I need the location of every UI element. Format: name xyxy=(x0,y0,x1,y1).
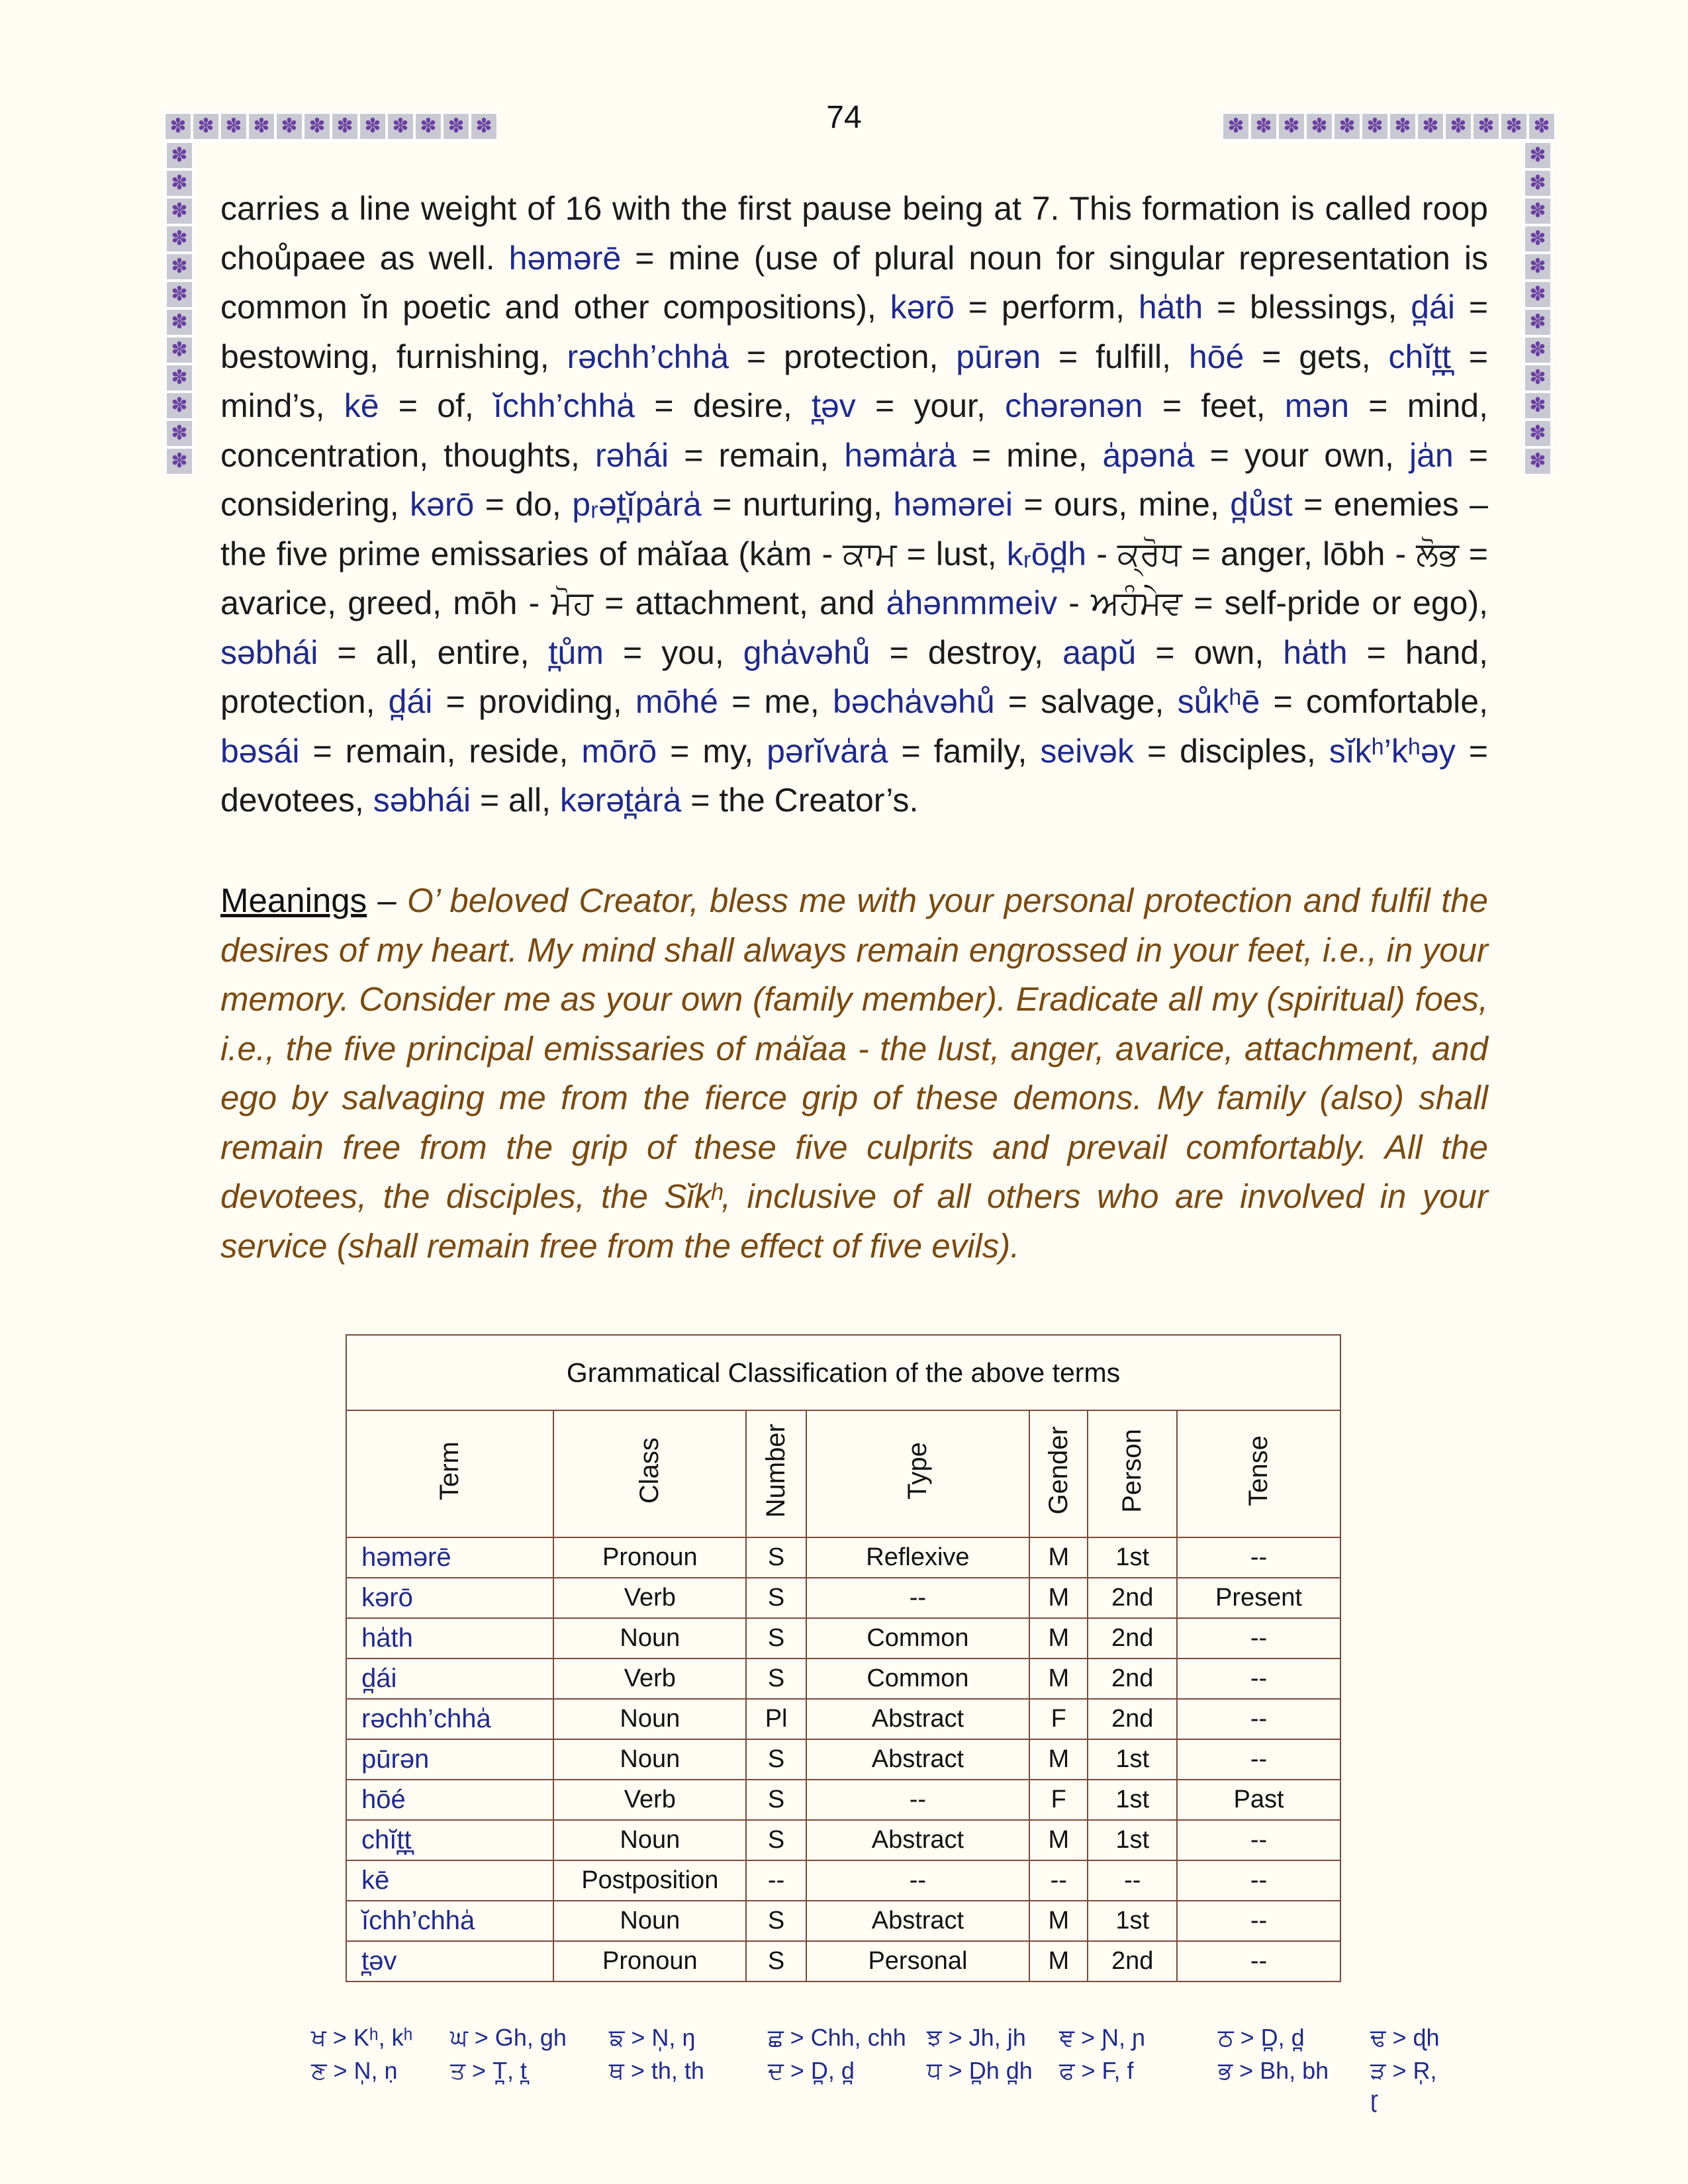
definition-text: = mine, xyxy=(956,436,1103,474)
gurmukhi-term: chĭt̪t̪ xyxy=(1388,338,1451,375)
flower-ornament-icon: ✽ xyxy=(1525,226,1550,251)
transliteration-entry: ਛ > Chh, chh xyxy=(768,2024,906,2051)
table-row xyxy=(346,1659,1340,1699)
gurmukhi-term: kᵣōd̪h xyxy=(1006,535,1087,572)
definition-text: = mind’s, xyxy=(220,338,1488,424)
gurmukhi-term: mən xyxy=(1284,387,1350,424)
gurmukhi-term: mōhé xyxy=(635,683,718,720)
gurmukhi-term: ĭchh’chha̍ xyxy=(493,387,635,424)
table-cell: -- xyxy=(1177,1739,1340,1780)
table-cell: Postposition xyxy=(553,1860,746,1901)
definition-text: = disciples, xyxy=(1134,732,1329,770)
grammar-table xyxy=(346,1334,1341,1982)
table-cell-term: kərō xyxy=(346,1578,553,1618)
glossary-paragraph xyxy=(220,184,1488,825)
table-cell-term: d̪ái xyxy=(346,1659,553,1699)
transliteration-entry: ਫ > F, f xyxy=(1059,2057,1134,2084)
table-row xyxy=(346,1941,1340,1981)
transliteration-key xyxy=(311,2024,1440,2113)
gurmukhi-term: pᵣət̪ĭpa̍ra̍ xyxy=(572,486,702,523)
definition-text: = perform, xyxy=(954,289,1139,326)
gurmukhi-term: bəcha̍vəhů xyxy=(832,683,995,720)
flower-ornament-icon: ✽ xyxy=(1390,114,1415,139)
table-row xyxy=(346,1699,1340,1739)
table-cell: Noun xyxy=(553,1820,746,1860)
flower-ornament-icon: ✽ xyxy=(1474,114,1499,139)
table-cell: Present xyxy=(1177,1578,1340,1618)
meanings-paragraph xyxy=(220,876,1488,1271)
flower-ornament-icon: ✽ xyxy=(221,114,246,139)
table-caption: Grammatical Classification of the above terms xyxy=(346,1335,1340,1410)
table-cell-term: hōé xyxy=(346,1780,553,1820)
transliteration-entry: ਖ > Kʰ, kʰ xyxy=(311,2024,413,2051)
flower-ornament-icon: ✽ xyxy=(167,421,192,446)
table-cell: F xyxy=(1029,1699,1088,1739)
definition-text: = do, xyxy=(474,486,573,523)
transliteration-row xyxy=(311,2057,1437,2113)
table-cell: Pronoun xyxy=(553,1941,746,1981)
table-cell: -- xyxy=(1088,1860,1177,1901)
table-cell-term: t̪əv xyxy=(346,1941,553,1981)
flower-ornament-icon: ✽ xyxy=(167,226,192,251)
table-cell: Common xyxy=(806,1618,1029,1659)
table-cell-term: kē xyxy=(346,1860,553,1901)
flower-ornament-icon: ✽ xyxy=(1525,393,1550,418)
table-cell: S xyxy=(746,1901,806,1941)
flower-ornament-icon: ✽ xyxy=(1525,254,1550,279)
column-header xyxy=(1177,1410,1340,1537)
flower-ornament-icon: ✽ xyxy=(1501,114,1526,139)
table-cell: M xyxy=(1029,1901,1088,1941)
gurmukhi-term: həma̍ra̍ xyxy=(844,436,957,474)
column-header-label: Type xyxy=(902,1441,932,1500)
gurmukhi-term: həmərei xyxy=(893,486,1013,523)
definition-text: = mine (use of plural noun for singular representation is common ĭn poetic and other compositions), xyxy=(220,239,1488,326)
meanings-text: O’ beloved Creator, bless me with your personal protection and fulfil the desires of my heart. My mind shall always remain engrossed in your feet, i.e., in your memory. Consider me as your own (family member). Eradicate all my (spiritual) foes, i.e., the five principal emissaries of ma̍ĭaa - the lust, anger, avarice, attachment, and ego by salvaging me from the fierce grip of these demons. My family (also) shall remain free from the grip of these five culprits and prevail comfortably. All the devotees, the disciples, the Sĭkʰ, inclusive of all others who are involved in your service (shall remain free from the effect of five evils). xyxy=(220,882,1489,1265)
column-header-label: Term xyxy=(435,1441,465,1500)
table-cell-term: ha̍th xyxy=(346,1618,553,1659)
flower-ornament-icon: ✽ xyxy=(167,449,192,474)
definition-text: = remain, reside, xyxy=(299,732,582,770)
left-ornament-strip xyxy=(164,142,195,475)
table-row xyxy=(346,1860,1340,1901)
table-cell: Common xyxy=(806,1659,1029,1699)
table-cell: F xyxy=(1029,1780,1088,1820)
flower-ornament-icon: ✽ xyxy=(1335,114,1360,139)
flower-ornament-icon: ✽ xyxy=(360,114,385,139)
flower-ornament-icon: ✽ xyxy=(1251,114,1276,139)
transliteration-entry: ਤ > T̪, t̪ xyxy=(450,2057,528,2084)
flower-ornament-icon: ✽ xyxy=(1279,114,1304,139)
glossary-text xyxy=(220,184,1488,825)
table-cell-term: ĭchh’chha̍ xyxy=(346,1901,553,1941)
flower-ornament-icon: ✽ xyxy=(1529,114,1554,139)
table-cell: 1st xyxy=(1088,1537,1177,1578)
table-cell: M xyxy=(1029,1941,1088,1981)
gurmukhi-term: d̪ůst xyxy=(1230,486,1293,523)
table-cell: Noun xyxy=(553,1901,746,1941)
gurmukhi-term: seivək xyxy=(1040,732,1135,770)
table-cell: Pl xyxy=(746,1699,806,1739)
table-cell: S xyxy=(746,1739,806,1780)
gurmukhi-term: sůkʰē xyxy=(1177,683,1260,720)
table-cell: -- xyxy=(1177,1941,1340,1981)
flower-ornament-icon: ✽ xyxy=(1223,114,1248,139)
table-cell: Verb xyxy=(553,1659,746,1699)
transliteration-entry: ਢ > ɖh xyxy=(1370,2024,1440,2051)
table-row xyxy=(346,1618,1340,1659)
column-header-label: Tense xyxy=(1243,1435,1273,1506)
table-cell: 1st xyxy=(1088,1739,1177,1780)
flower-ornament-icon: ✽ xyxy=(167,143,192,168)
gurmukhi-term: səbhái xyxy=(220,633,318,671)
gurmukhi-term: bəsái xyxy=(220,732,300,770)
table-cell: Abstract xyxy=(806,1739,1029,1780)
flower-ornament-icon: ✽ xyxy=(277,114,302,139)
transliteration-entry: ਘ > Gh, gh xyxy=(450,2024,567,2051)
flower-ornament-icon: ✽ xyxy=(444,114,469,139)
table-row xyxy=(346,1739,1340,1780)
definition-text: - ਅਹੰਮੇਵ = self-pride or ego), xyxy=(1057,584,1489,621)
transliteration-entry: ਧ > D̪h d̪h xyxy=(927,2057,1033,2084)
definition-text: = hand, protection, xyxy=(220,633,1488,720)
gurmukhi-term: aapŭ xyxy=(1062,633,1137,671)
definition-text: = enemies – the five prime emissaries of ma̍ĭaa (ka̍m - ਕਾਮ = lust, xyxy=(220,486,1488,572)
table-cell: Noun xyxy=(553,1739,746,1780)
column-header-label: Person xyxy=(1117,1428,1147,1513)
flower-ornament-icon: ✽ xyxy=(1525,199,1550,224)
table-cell: Noun xyxy=(553,1618,746,1659)
table-cell: M xyxy=(1029,1537,1088,1578)
gurmukhi-term: gha̍vəhů xyxy=(743,633,870,671)
table-cell: -- xyxy=(806,1860,1029,1901)
transliteration-entry: ਦ > D̪, d̪ xyxy=(768,2057,855,2084)
table-cell: S xyxy=(746,1659,806,1699)
table-cell: Past xyxy=(1177,1780,1340,1820)
flower-ornament-icon: ✽ xyxy=(167,365,192,390)
transliteration-entry: ਠ > D̪, d̪ xyxy=(1218,2024,1305,2051)
top-right-ornament-strip xyxy=(1222,111,1556,142)
table-cell: -- xyxy=(1029,1860,1088,1901)
table-cell: Abstract xyxy=(806,1901,1029,1941)
transliteration-entry: ਝ > Jh, jh xyxy=(927,2024,1026,2051)
flower-ornament-icon: ✽ xyxy=(167,171,192,196)
table-cell-term: chĭt̪t̪ xyxy=(346,1820,553,1860)
table-cell: 2nd xyxy=(1088,1699,1177,1739)
column-header xyxy=(346,1410,553,1537)
table-cell: 2nd xyxy=(1088,1941,1177,1981)
flower-ornament-icon: ✽ xyxy=(332,114,357,139)
table-cell-term: həmərē xyxy=(346,1537,553,1578)
transliteration-entry: ਥ > th, th xyxy=(609,2057,704,2084)
flower-ornament-icon: ✽ xyxy=(1307,114,1332,139)
table-cell: M xyxy=(1029,1659,1088,1699)
column-header xyxy=(553,1410,746,1537)
definition-text: = all, entire, xyxy=(318,633,549,671)
definition-text: carries a line weight of 16 with the first pause being at 7. This formation is called roop choůpaee as well. xyxy=(220,190,1488,277)
flower-ornament-icon: ✽ xyxy=(249,114,274,139)
table-cell: Personal xyxy=(806,1941,1029,1981)
gurmukhi-term: ha̍th xyxy=(1283,633,1348,671)
table-cell: S xyxy=(746,1618,806,1659)
column-header xyxy=(746,1410,806,1537)
table-row xyxy=(346,1578,1340,1618)
table-cell: 1st xyxy=(1088,1780,1177,1820)
definition-text: = my, xyxy=(657,732,767,770)
gurmukhi-term: sĭkʰ’kʰəy xyxy=(1329,732,1456,770)
gurmukhi-term: pərĭva̍ra̍ xyxy=(767,732,888,770)
meanings-heading: Meanings xyxy=(220,882,367,919)
flower-ornament-icon: ✽ xyxy=(1525,310,1550,335)
gurmukhi-term: d̪ái xyxy=(388,683,433,720)
flower-ornament-icon: ✽ xyxy=(167,282,192,307)
column-header-label: Gender xyxy=(1043,1426,1073,1515)
definition-text: = salvage, xyxy=(994,683,1178,720)
definition-text: - ਕ੍ਰੋਧ = anger, lōbh - ਲੋਭ = avarice, greed, mōh - ਮੋਹ = attachment, and xyxy=(220,535,1488,621)
definition-text: = your, xyxy=(855,387,1006,424)
gurmukhi-term: chərənən xyxy=(1005,387,1143,424)
definition-text: = providing, xyxy=(432,683,635,720)
transliteration-entry: ੜ > R̩, ɽ xyxy=(1370,2057,1437,2113)
definition-text: = family, xyxy=(888,732,1041,770)
gurmukhi-term: t̪ům xyxy=(548,633,604,671)
definition-text: = of, xyxy=(379,387,494,424)
definition-text: = all, xyxy=(471,782,560,819)
table-cell: M xyxy=(1029,1578,1088,1618)
transliteration-entry: ਣ > N̩, ṇ xyxy=(311,2057,398,2084)
definition-text: = you, xyxy=(603,633,743,671)
table-cell: 1st xyxy=(1088,1901,1177,1941)
flower-ornament-icon: ✽ xyxy=(1446,114,1471,139)
gurmukhi-term: ha̍th xyxy=(1138,289,1203,326)
table-cell: M xyxy=(1029,1820,1088,1860)
flower-ornament-icon: ✽ xyxy=(1525,282,1550,307)
table-cell: S xyxy=(746,1780,806,1820)
table-cell: 2nd xyxy=(1088,1659,1177,1699)
table-cell: -- xyxy=(1177,1699,1340,1739)
definition-text: = blessings, xyxy=(1203,289,1411,326)
table-cell: -- xyxy=(806,1578,1029,1618)
table-cell: -- xyxy=(806,1780,1029,1820)
transliteration-entry: ਭ > Bh, bh xyxy=(1218,2057,1329,2084)
table-row xyxy=(346,1780,1340,1820)
table-body xyxy=(346,1537,1340,1981)
table-cell: S xyxy=(746,1941,806,1981)
flower-ornament-icon: ✽ xyxy=(167,338,192,363)
flower-ornament-icon: ✽ xyxy=(165,114,191,139)
definition-text: = comfortable, xyxy=(1260,683,1488,720)
flower-ornament-icon: ✽ xyxy=(416,114,441,139)
table-cell: -- xyxy=(1177,1537,1340,1578)
gurmukhi-term: kərō xyxy=(410,486,475,523)
transliteration-entry: ਙ > N̩, ŋ xyxy=(609,2024,696,2051)
definition-text: = protection, xyxy=(729,338,957,375)
column-header xyxy=(806,1410,1029,1537)
table-cell: Pronoun xyxy=(553,1537,746,1578)
gurmukhi-term: ja̍n xyxy=(1409,436,1454,474)
table-cell: Abstract xyxy=(806,1699,1029,1739)
definition-text: = considering, xyxy=(220,436,1488,523)
gurmukhi-term: kərō xyxy=(890,289,955,326)
table-cell: Abstract xyxy=(806,1820,1029,1860)
column-header xyxy=(1088,1410,1177,1537)
flower-ornament-icon: ✽ xyxy=(388,114,413,139)
gurmukhi-term: rəhái xyxy=(594,436,669,474)
table-cell: 1st xyxy=(1088,1820,1177,1860)
flower-ornament-icon: ✽ xyxy=(1525,449,1550,474)
table-cell: -- xyxy=(1177,1659,1340,1699)
table-row xyxy=(346,1537,1340,1578)
table-cell: -- xyxy=(1177,1618,1340,1659)
definition-text: = remain, xyxy=(669,436,845,474)
table-cell: M xyxy=(1029,1739,1088,1780)
table-cell: -- xyxy=(746,1860,806,1901)
table-cell: -- xyxy=(1177,1860,1340,1901)
gurmukhi-term: d̪ái xyxy=(1411,289,1455,326)
definition-text: = own, xyxy=(1136,633,1284,671)
gurmukhi-term: pūrən xyxy=(956,338,1041,375)
column-header-label: Number xyxy=(761,1423,791,1518)
gurmukhi-term: t̪əv xyxy=(812,387,856,424)
definition-text: = bestowing, furnishing, xyxy=(220,289,1489,375)
gurmukhi-term: səbhái xyxy=(373,782,471,819)
gurmukhi-term: a̍hənmmeiv xyxy=(886,584,1058,621)
flower-ornament-icon: ✽ xyxy=(167,310,192,335)
flower-ornament-icon: ✽ xyxy=(1525,365,1550,390)
definition-text: = mind, concentration, thoughts, xyxy=(220,387,1488,474)
definition-text: = ours, mine, xyxy=(1012,486,1231,523)
definition-text: = devotees, xyxy=(220,732,1489,819)
gurmukhi-term: kərət̪a̍ra̍ xyxy=(559,782,682,819)
page-number: 74 xyxy=(826,100,862,135)
table-cell: 2nd xyxy=(1088,1578,1177,1618)
table-cell: Verb xyxy=(553,1578,746,1618)
table-cell: Verb xyxy=(553,1780,746,1820)
flower-ornament-icon: ✽ xyxy=(1525,338,1550,363)
table-cell: S xyxy=(746,1820,806,1860)
table-cell-term: rəchh’chha̍ xyxy=(346,1699,553,1739)
definition-text: = gets, xyxy=(1244,338,1389,375)
gurmukhi-term: həmərē xyxy=(508,239,622,277)
column-header-label: Class xyxy=(635,1437,665,1504)
definition-text: = nurturing, xyxy=(701,486,894,523)
table-cell: 2nd xyxy=(1088,1618,1177,1659)
flower-ornament-icon: ✽ xyxy=(1525,143,1550,168)
table-cell-term: pūrən xyxy=(346,1739,553,1780)
transliteration-row xyxy=(311,2024,1440,2057)
flower-ornament-icon: ✽ xyxy=(1418,114,1443,139)
table-cell: Noun xyxy=(553,1699,746,1739)
transliteration-entry: ਞ > Ɲ, ɲ xyxy=(1059,2024,1146,2051)
flower-ornament-icon: ✽ xyxy=(305,114,330,139)
table-cell: -- xyxy=(1177,1820,1340,1860)
flower-ornament-icon: ✽ xyxy=(1525,171,1550,196)
definition-text: = feet, xyxy=(1143,387,1285,424)
table-cell: S xyxy=(746,1578,806,1618)
gurmukhi-term: a̍pəna̍ xyxy=(1102,436,1195,474)
table-cell: S xyxy=(746,1537,806,1578)
gurmukhi-term: hōé xyxy=(1188,338,1244,375)
flower-ornament-icon: ✽ xyxy=(167,199,192,224)
flower-ornament-icon: ✽ xyxy=(167,254,192,279)
gurmukhi-term: kē xyxy=(344,387,379,424)
definition-text: = me, xyxy=(718,683,833,720)
flower-ornament-icon: ✽ xyxy=(1362,114,1387,139)
gurmukhi-term: mōrō xyxy=(581,732,657,770)
right-ornament-strip xyxy=(1523,142,1553,475)
table-cell: -- xyxy=(1177,1901,1340,1941)
table-cell: M xyxy=(1029,1618,1088,1659)
definition-text: = destroy, xyxy=(870,633,1063,671)
flower-ornament-icon: ✽ xyxy=(167,393,192,418)
definition-text: = your own, xyxy=(1194,436,1409,474)
table-header-row xyxy=(346,1410,1340,1537)
flower-ornament-icon: ✽ xyxy=(193,114,218,139)
meanings-dash: – xyxy=(367,882,407,919)
table-row xyxy=(346,1820,1340,1860)
table-cell: Reflexive xyxy=(806,1537,1029,1578)
column-header xyxy=(1029,1410,1088,1537)
flower-ornament-icon: ✽ xyxy=(1525,421,1550,446)
table-row xyxy=(346,1901,1340,1941)
definition-text: = desire, xyxy=(635,387,812,424)
definition-text: = fulfill, xyxy=(1041,338,1189,375)
flower-ornament-icon: ✽ xyxy=(471,114,496,139)
definition-text: = the Creator’s. xyxy=(681,782,919,819)
top-left-ornament-strip xyxy=(164,111,498,142)
gurmukhi-term: rəchh’chha̍ xyxy=(567,338,729,375)
